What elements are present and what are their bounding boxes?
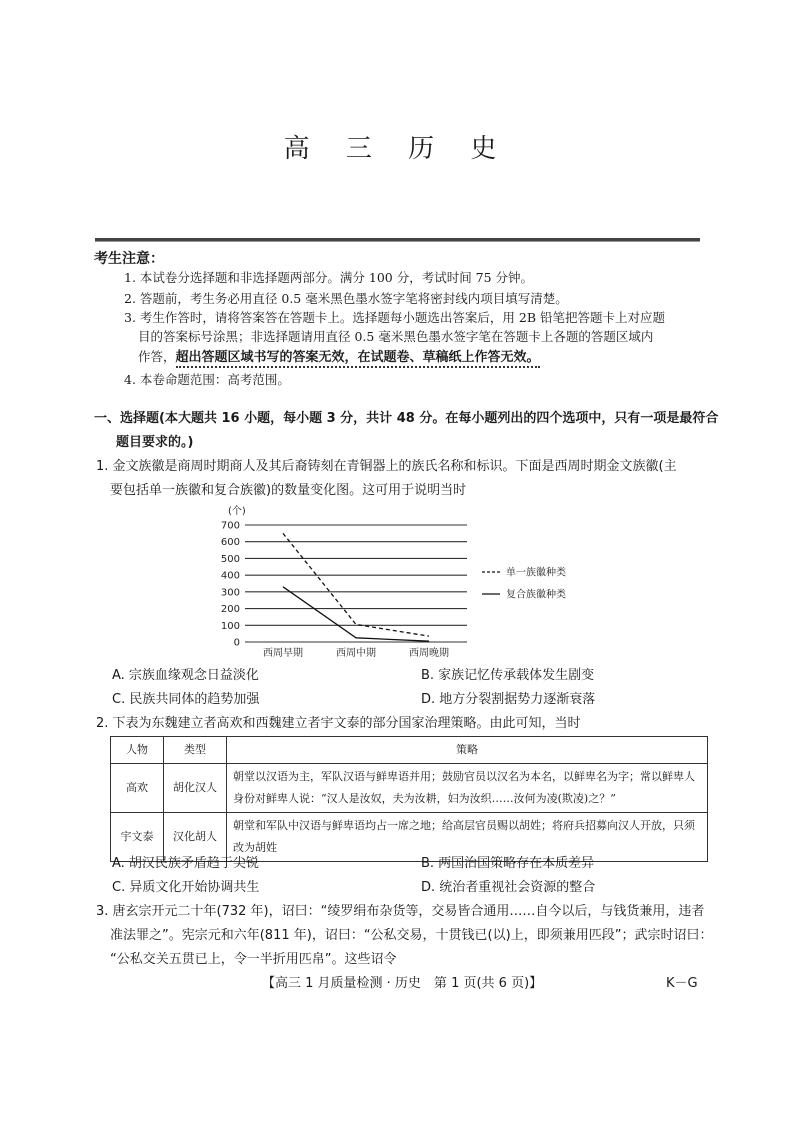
table-cell-strategy	[227, 764, 708, 813]
q1-option-d[interactable]: D. 地方分裂割据势力逐渐衰落	[421, 692, 596, 707]
q2-option-b[interactable]: B. 两国治国策略存在本质差异	[421, 856, 595, 871]
q1-stem-line1: 1. 金文族徽是商周时期商人及其后裔铸刻在青铜器上的族氏名称和标识。下面是西周时期金文族徽(主	[96, 459, 677, 474]
x-tick-label: 西周早期	[263, 648, 303, 659]
q2-option-a[interactable]: A. 胡汉民族矛盾趋于尖锐	[112, 856, 259, 871]
notice-item-2: 2. 答题前，考生务必用直径 0.5 毫米黑色墨水签字笔将密封线内项目填写清楚。	[124, 291, 568, 306]
table-header-type: 类型	[164, 737, 227, 764]
series-line-single-emblem	[283, 533, 429, 636]
y-tick-label: 0	[233, 637, 240, 649]
q1-option-c[interactable]: C. 民族共同体的趋势加强	[112, 692, 260, 707]
strategy-line: 朝堂和军队中汉语与鲜卑语均占一席之地；给高层官员赐以胡姓；将府兵招募向汉人开放，只须	[233, 819, 695, 832]
q2-strategy-table	[110, 736, 708, 862]
notice-item-3-prefix: 作答，	[138, 349, 176, 364]
section-heading: 一、选择题(本大题共 16 小题，每小题 3 分，共计 48 分。在每小题列出的四个选项中，只有一项是最符合	[94, 411, 719, 426]
y-tick-label: 300	[220, 587, 240, 599]
notice-item-3-cont: 目的答案标号涂黑；非选择题请用直径 0.5 毫米黑色墨水签字笔在答题卡上各题的答题区域内	[138, 329, 654, 344]
table-cell-person: 宇文泰	[111, 813, 164, 862]
table-cell-person: 高欢	[111, 764, 164, 813]
table-header-strategy: 策略	[227, 737, 708, 764]
notice-item-3-end	[138, 346, 540, 365]
notice-item-4: 4. 本卷命题范围：高考范围。	[124, 372, 290, 387]
q2-option-c[interactable]: C. 异质文化开始协调共生	[112, 880, 260, 895]
strategy-line: 身份对鲜卑人说：“汉人是汝奴，夫为汝耕，妇为汝织……汝何为凌(欺凌)之？”	[233, 792, 616, 805]
q2-option-d[interactable]: D. 统治者重视社会资源的整合	[421, 880, 596, 895]
page-title: 高 三 历 史	[283, 134, 511, 164]
q1-stem-line2: 要包括单一族徽和复合族徽)的数量变化图。这可用于说明当时	[110, 483, 467, 498]
q1-option-b[interactable]: B. 家族记忆传承载体发生剧变	[421, 668, 595, 683]
notice-emphasis: 超出答题区域书写的答案无效，在试题卷、草稿纸上作答无效。	[176, 350, 540, 368]
q3-stem-line2: 准法罪之”。宪宗元和六年(811 年)，诏曰：“公私交易，十贯钱已(以)上，即须兼用匹段”；武宗时诏曰：	[110, 928, 713, 943]
table-cell-type: 胡化汉人	[164, 764, 227, 813]
notice-item-1: 1. 本试卷分选择题和非选择题两部分。满分 100 分，考试时间 75 分钟。	[124, 270, 534, 285]
notice-item-3: 3. 考生作答时，请将答案答在答题卡上。选择题每小题选出答案后，用 2B 铅笔把答题卡上对应题	[124, 310, 665, 325]
page-footer: 【高三 1 月质量检测 · 历史 第 1 页(共 6 页)】	[262, 976, 543, 991]
strategy-line: 朝堂以汉语为主，军队汉语与鲜卑语并用；鼓励官员以汉名为本名，以鲜卑名为字；常以鲜卑人	[233, 770, 695, 783]
y-tick-label: 100	[220, 620, 240, 632]
q2-stem: 2. 下表为东魏建立者高欢和西魏建立者宇文泰的部分国家治理策略。由此可知，当时	[96, 716, 581, 731]
table-row	[111, 764, 708, 813]
paper-code: K－G	[666, 976, 698, 991]
x-tick-label: 西周中期	[336, 648, 376, 659]
x-tick-label: 西周晚期	[409, 648, 449, 659]
table-cell-type: 汉化胡人	[164, 813, 227, 862]
y-tick-label: 200	[220, 604, 240, 616]
notice-heading: 考生注意：	[94, 251, 164, 267]
chart-y-unit: (个)	[228, 506, 246, 517]
q1-line-chart	[210, 500, 630, 665]
header-divider	[95, 238, 700, 242]
y-tick-label: 600	[220, 537, 240, 549]
table-header-row	[111, 737, 708, 764]
legend-label: 单一族徽种类	[506, 567, 566, 579]
q3-stem-line3: “公私交关五贯已上，令一半折用匹帛”。这些诏令	[110, 952, 397, 967]
q3-stem-line1: 3. 唐玄宗开元二十年(732 年)，诏曰：“绫罗绢布杂货等，交易皆合通用……自今以后，与钱货兼用，违者	[96, 904, 705, 919]
table-header-person: 人物	[111, 737, 164, 764]
legend-label: 复合族徽种类	[506, 589, 566, 601]
strategy-line: 改为胡姓	[233, 841, 277, 854]
q1-option-a[interactable]: A. 宗族血缘观念日益淡化	[112, 668, 259, 683]
section-heading-cont: 题目要求的。)	[116, 435, 194, 450]
y-tick-label: 400	[220, 570, 240, 582]
y-tick-label: 700	[220, 520, 240, 532]
y-tick-label: 500	[220, 553, 240, 565]
